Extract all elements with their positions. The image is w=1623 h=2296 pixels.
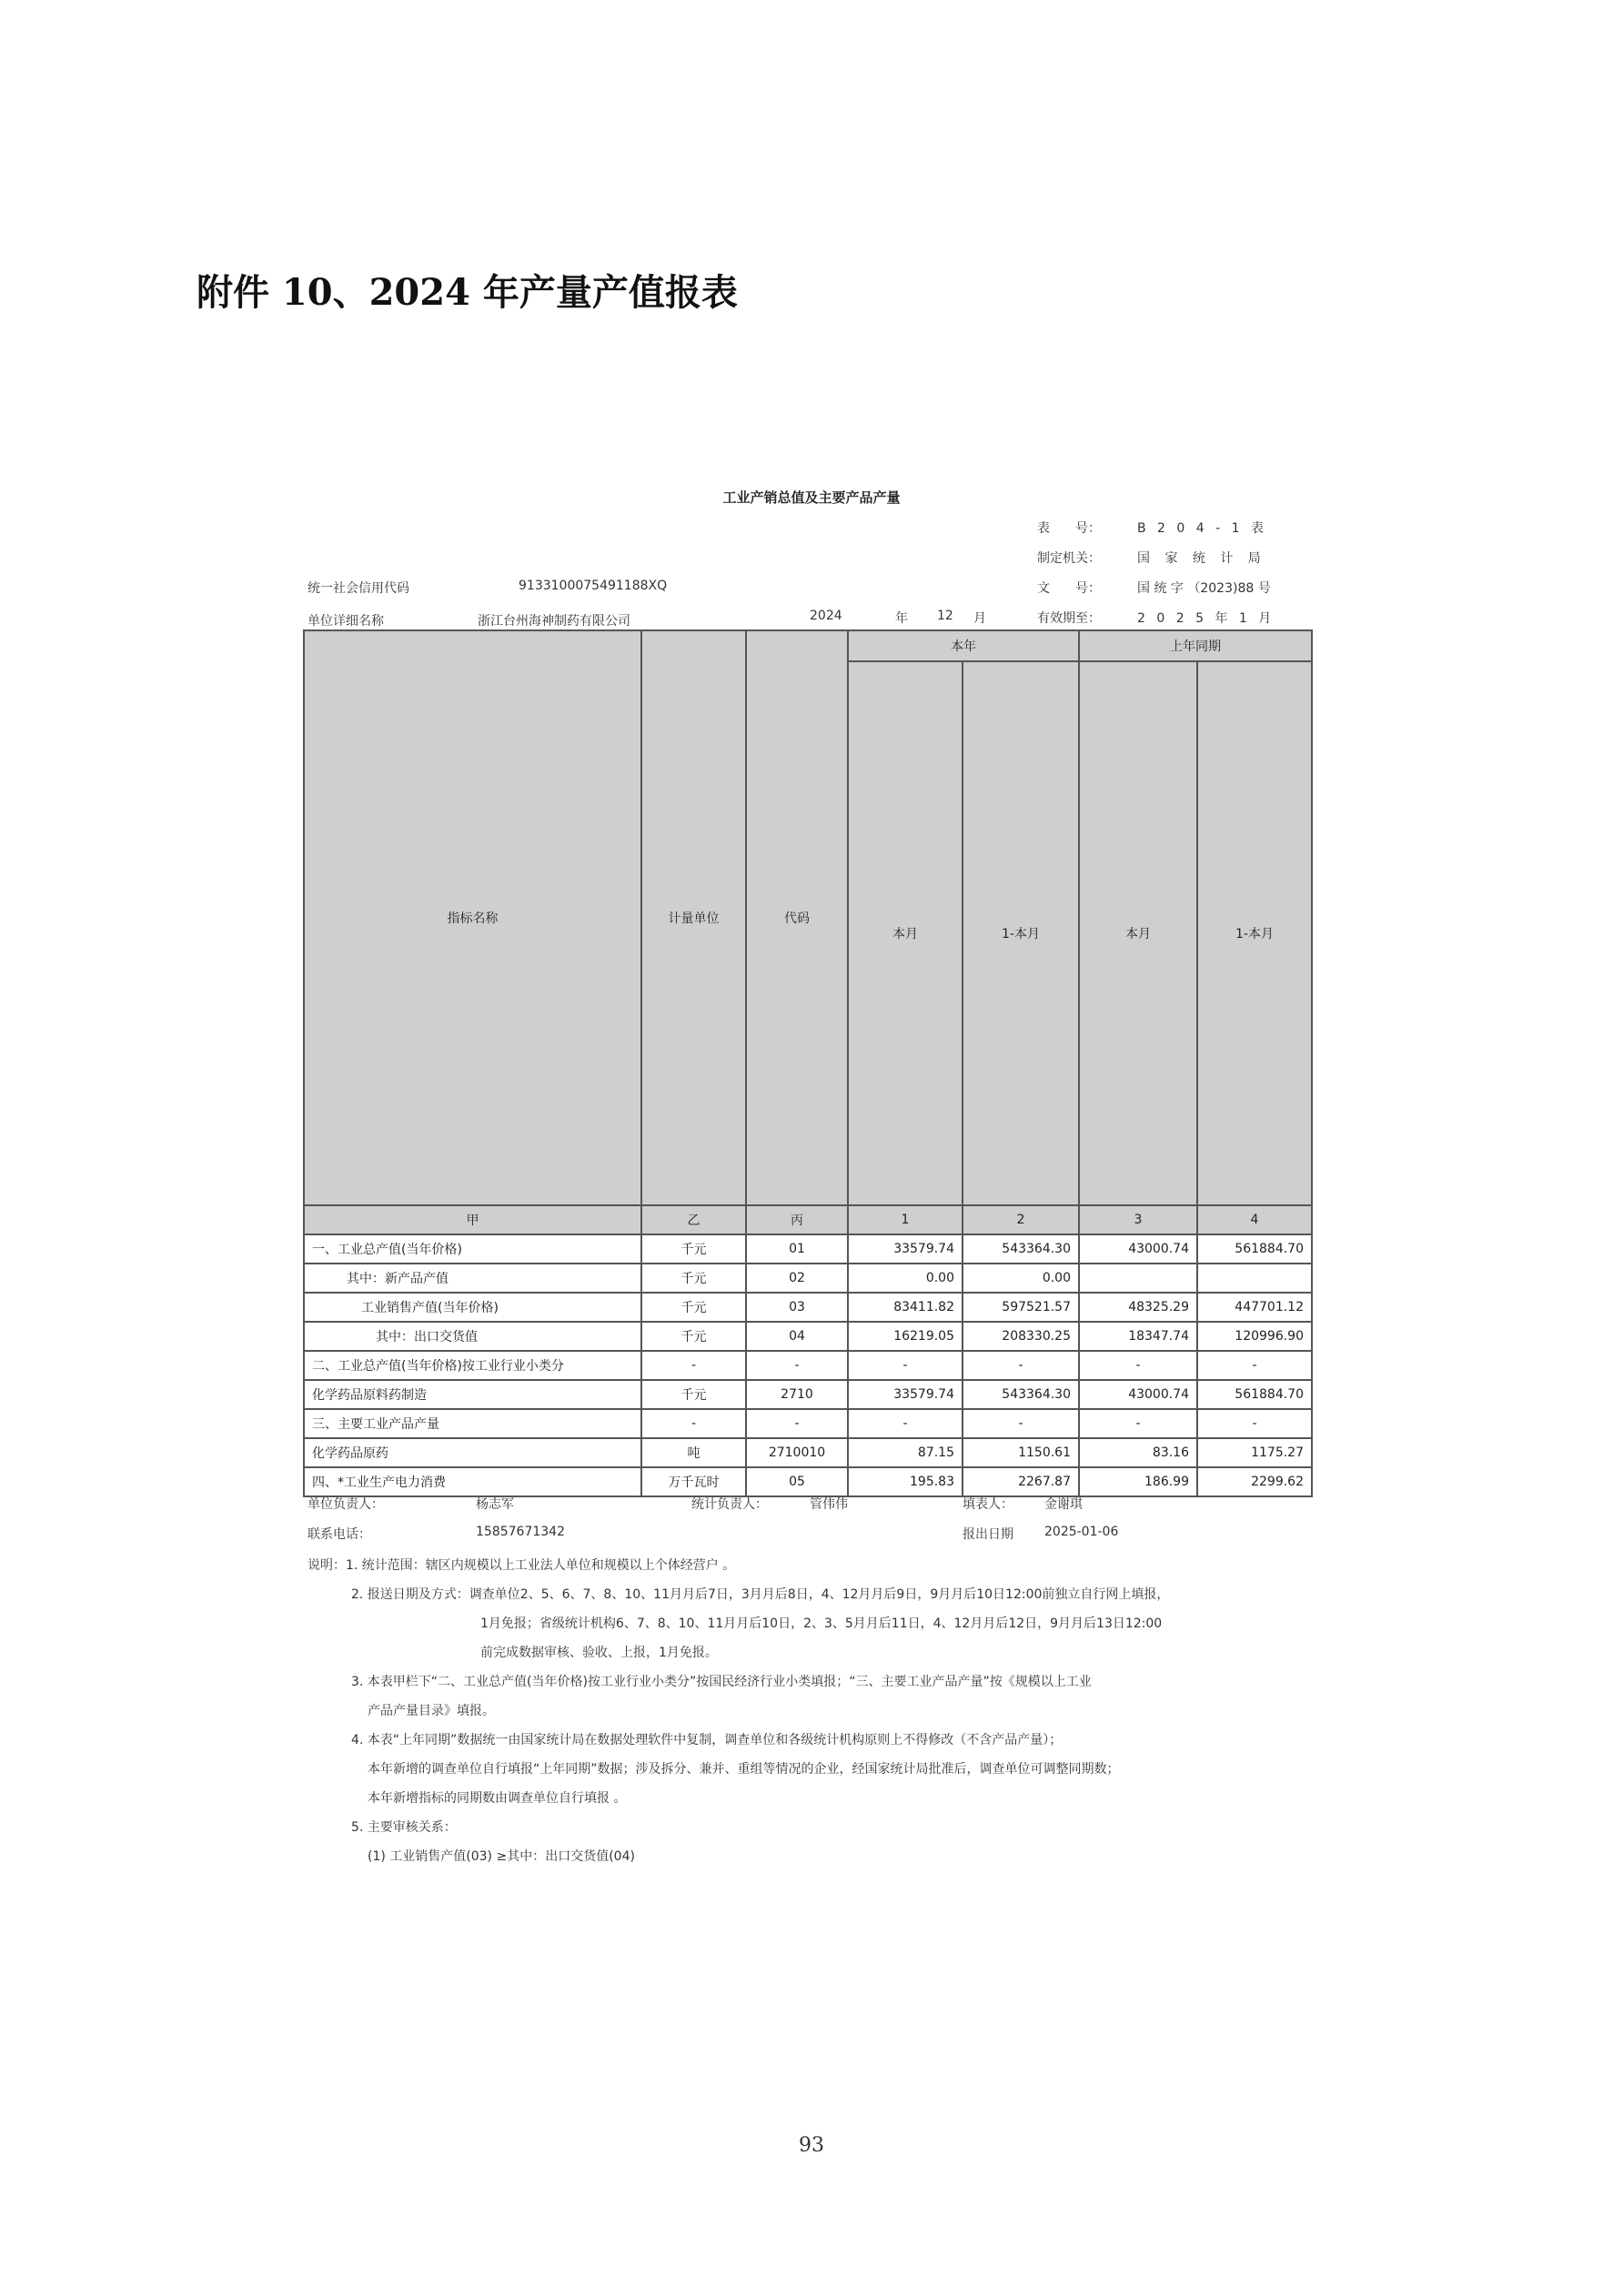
row-value: 561884.70 xyxy=(1197,1380,1312,1409)
row-name: 其中：新产品产值 xyxy=(304,1264,641,1293)
authority-label: 制定机关： xyxy=(1037,551,1101,566)
note-line: 产品产量目录》填报。 xyxy=(368,1704,495,1718)
row-value: - xyxy=(1197,1351,1312,1380)
row-code: 2710 xyxy=(746,1380,848,1409)
row-unit: 千元 xyxy=(641,1293,746,1322)
row-name: 二、工业总产值(当年价格)按工业行业小类分 xyxy=(304,1351,641,1380)
note-line: 2. 报送日期及方式：调查单位2、5、6、7、8、10、11月月后7日，3月月后8日，4、12月月后9日，9月月后10日12:00前独立自行网上填报， xyxy=(351,1587,1170,1602)
row-unit: 千元 xyxy=(641,1264,746,1293)
row-code: 05 xyxy=(746,1467,848,1496)
row-value: - xyxy=(848,1409,963,1438)
row-name: 化学药品原药 xyxy=(304,1438,641,1467)
row-value: 18347.74 xyxy=(1079,1322,1197,1351)
row-value: 83.16 xyxy=(1079,1438,1197,1467)
note-line: (1) 工业销售产值(03) ≥其中：出口交货值(04) xyxy=(368,1849,635,1864)
table-row xyxy=(304,1467,1312,1496)
row-code: 02 xyxy=(746,1264,848,1293)
row-value: - xyxy=(848,1351,963,1380)
row-value: 543364.30 xyxy=(963,1234,1079,1264)
report-date-label: 报出日期 xyxy=(963,1527,1013,1542)
row-value: 43000.74 xyxy=(1079,1234,1197,1264)
filler-label: 填表人： xyxy=(963,1497,1013,1512)
row-value: 43000.74 xyxy=(1079,1380,1197,1409)
table-row xyxy=(304,1409,1312,1438)
row-value xyxy=(1079,1264,1197,1293)
row-value: 2267.87 xyxy=(963,1467,1079,1496)
row-value: 0.00 xyxy=(848,1264,963,1293)
note-line: 1月免报；省级统计机构6、7、8、10、11月月后10日，2、3、5月月后11日，4、12月月后12日，9月月后13日12:00 xyxy=(480,1616,1163,1631)
header-cumulative-ly: 1-本月 xyxy=(1197,661,1312,1205)
row-value: 33579.74 xyxy=(848,1234,963,1264)
table-no-label: 表 号： xyxy=(1037,521,1101,536)
report-year: 2024 xyxy=(810,609,842,623)
row-code: 03 xyxy=(746,1293,848,1322)
row-code: - xyxy=(746,1409,848,1438)
row-value: 1150.61 xyxy=(963,1438,1079,1467)
note-line: 说明：1. 统计范围：辖区内规模以上工业法人单位和规模以上个体经营户 。 xyxy=(307,1558,736,1573)
header-indicator: 指标名称 xyxy=(304,630,641,1205)
row-unit: 千元 xyxy=(641,1322,746,1351)
row-unit: 吨 xyxy=(641,1438,746,1467)
header-this-month-ly: 本月 xyxy=(1079,661,1197,1205)
doc-no-label: 文 号： xyxy=(1037,581,1101,596)
row-value: 120996.90 xyxy=(1197,1322,1312,1351)
row-value: 561884.70 xyxy=(1197,1234,1312,1264)
filler-value: 金谢琪 xyxy=(1044,1497,1083,1512)
header-this-year: 本年 xyxy=(848,630,1079,661)
row-value: 16219.05 xyxy=(848,1322,963,1351)
note-line: 本年新增指标的同期数由调查单位自行填报 。 xyxy=(368,1791,627,1806)
report-month: 12 xyxy=(937,609,953,623)
row-value: - xyxy=(963,1351,1079,1380)
doc-no-value: 国 统 字 （2023)88 号 xyxy=(1137,581,1271,596)
row-value: - xyxy=(1197,1409,1312,1438)
stat-head-value: 管伟伟 xyxy=(810,1497,848,1512)
table-row xyxy=(304,1234,1312,1264)
row-value: 195.83 xyxy=(848,1467,963,1496)
phone-label: 联系电话： xyxy=(307,1527,371,1542)
row-value: 2299.62 xyxy=(1197,1467,1312,1496)
month-char: 月 xyxy=(973,611,986,626)
row-name: 工业销售产值(当年价格) xyxy=(304,1293,641,1322)
row-unit: 千元 xyxy=(641,1234,746,1264)
table-row xyxy=(304,1322,1312,1351)
row-value: - xyxy=(963,1409,1079,1438)
phone-value: 15857671342 xyxy=(476,1525,565,1539)
row-value: 447701.12 xyxy=(1197,1293,1312,1322)
form-title: 工业产销总值及主要产品产量 xyxy=(722,489,901,506)
row-code: - xyxy=(746,1351,848,1380)
index-cell: 乙 xyxy=(641,1205,746,1234)
index-cell: 甲 xyxy=(304,1205,641,1234)
row-value: 48325.29 xyxy=(1079,1293,1197,1322)
note-line: 3. 本表甲栏下“二、工业总产值(当年价格)按工业行业小类分”按国民经济行业小类填报；“三、主要工业产品产量”按《规模以上工业 xyxy=(351,1675,1092,1689)
table-row xyxy=(304,1351,1312,1380)
row-name: 一、工业总产值(当年价格) xyxy=(304,1234,641,1264)
production-table xyxy=(303,629,1313,1497)
row-value: 33579.74 xyxy=(848,1380,963,1409)
note-line: 5. 主要审核关系： xyxy=(351,1820,457,1835)
row-name: 化学药品原料药制造 xyxy=(304,1380,641,1409)
row-unit: - xyxy=(641,1409,746,1438)
report-date-value: 2025-01-06 xyxy=(1044,1525,1119,1539)
note-line: 4. 本表“上年同期”数据统一由国家统计局在数据处理软件中复制，调查单位和各级统计机构原则上不得修改（不含产品产量）； xyxy=(351,1733,1063,1747)
row-name: 三、主要工业产品产量 xyxy=(304,1409,641,1438)
table-row xyxy=(304,1293,1312,1322)
row-value: 1175.27 xyxy=(1197,1438,1312,1467)
row-code: 04 xyxy=(746,1322,848,1351)
table-no-value: B 2 0 4 - 1 表 xyxy=(1137,521,1267,536)
credit-code-label: 统一社会信用代码 xyxy=(307,581,409,596)
row-unit: - xyxy=(641,1351,746,1380)
table-row xyxy=(304,1380,1312,1409)
valid-until-label: 有效期至： xyxy=(1037,611,1101,626)
stat-head-label: 统计负责人： xyxy=(691,1497,768,1512)
row-unit: 万千瓦时 xyxy=(641,1467,746,1496)
row-value xyxy=(1197,1264,1312,1293)
note-line: 前完成数据审核、验收、上报，1月免报。 xyxy=(480,1646,718,1660)
index-cell: 3 xyxy=(1079,1205,1197,1234)
year-char: 年 xyxy=(895,611,908,626)
row-code: 2710010 xyxy=(746,1438,848,1467)
credit-code-value: 913310007549118​8XQ xyxy=(519,579,668,593)
row-value: - xyxy=(1079,1351,1197,1380)
row-value: 597521.57 xyxy=(963,1293,1079,1322)
page-heading: 附件 10、2024 年产量产值报表 xyxy=(197,271,738,314)
row-code: 01 xyxy=(746,1234,848,1264)
unit-head-label: 单位负责人： xyxy=(307,1497,384,1512)
header-cumulative: 1-本月 xyxy=(963,661,1079,1205)
authority-value: 国 家 统 计 局 xyxy=(1137,551,1266,566)
valid-until-value: 2 0 2 5 年 1 月 xyxy=(1137,611,1275,626)
unit-head-value: 杨志军 xyxy=(476,1497,514,1512)
row-value: 543364.30 xyxy=(963,1380,1079,1409)
row-value: - xyxy=(1079,1409,1197,1438)
note-line: 本年新增的调查单位自行填报“上年同期”数据；涉及拆分、兼并、重组等情况的企业，经国家统计局批准后，调查单位可调整同期数； xyxy=(368,1762,1120,1777)
index-cell: 4 xyxy=(1197,1205,1312,1234)
index-cell: 2 xyxy=(963,1205,1079,1234)
notes xyxy=(307,1551,1308,1871)
unit-name-label: 单位详细名称 xyxy=(307,614,384,629)
row-value: 186.99 xyxy=(1079,1467,1197,1496)
row-value: 87.15 xyxy=(848,1438,963,1467)
row-value: 83411.82 xyxy=(848,1293,963,1322)
row-value: 0.00 xyxy=(963,1264,1079,1293)
header-unit: 计量单位 xyxy=(641,630,746,1205)
row-name: 四、*工业生产电力消费 xyxy=(304,1467,641,1496)
header-code: 代码 xyxy=(746,630,848,1205)
unit-name-value: 浙江台州海神制药有限公司 xyxy=(478,614,630,629)
index-cell: 1 xyxy=(848,1205,963,1234)
table-row xyxy=(304,1438,1312,1467)
row-name: 其中：出口交货值 xyxy=(304,1322,641,1351)
row-unit: 千元 xyxy=(641,1380,746,1409)
page-number: 93 xyxy=(799,2134,824,2157)
row-value: 208330.25 xyxy=(963,1322,1079,1351)
header-last-year: 上年同期 xyxy=(1079,630,1312,661)
index-cell: 丙 xyxy=(746,1205,848,1234)
table-row xyxy=(304,1264,1312,1293)
header-this-month: 本月 xyxy=(848,661,963,1205)
